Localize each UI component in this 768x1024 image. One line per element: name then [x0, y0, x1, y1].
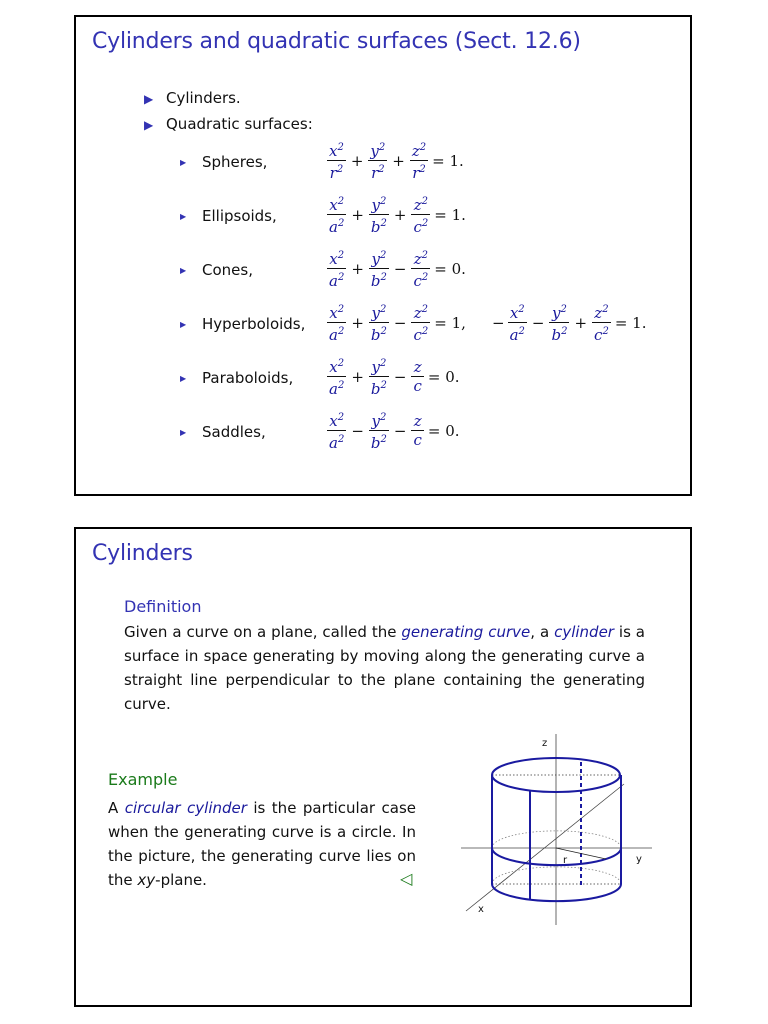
radius-label: r [563, 855, 568, 866]
bullet-triangle-icon: ▶ [144, 118, 154, 132]
subbullet-spheres: ▶ Spheres, [180, 153, 268, 171]
subbullet-saddles: ▶ Saddles, [180, 423, 266, 441]
bullet-triangle-icon: ▶ [180, 428, 187, 437]
bullet-triangle-icon: ▶ [180, 158, 187, 167]
equation-ellipsoid: $\frac{x^2}{a^2}$ + $\frac{y^2}{b^2}$ + $\frac{z^2}{c^2}$ = 1. [326, 193, 466, 236]
frame-title: Cylinders [92, 541, 193, 566]
middle-back-arc [492, 831, 621, 848]
x-axis [466, 784, 624, 911]
bullet-quadratic-surfaces: ▶ Quadratic surfaces: [144, 115, 313, 133]
subbullet-cones: ▶ Cones, [180, 261, 253, 279]
subbullet-paraboloids: ▶ Paraboloids, [180, 369, 294, 387]
definition-text: Given a curve on a plane, called the generating curve, a cylinder is a surface in space generating by moving along the generating curve a straight line perpendicular to the plane containing the generating curve. [124, 623, 646, 713]
y-axis-label: y [636, 854, 642, 865]
slide-cylinders [74, 527, 692, 1007]
bottom-back-arc [492, 867, 621, 884]
equation-cone: $\frac{x^2}{a^2}$ + $\frac{y^2}{b^2}$ − $\frac{z^2}{c^2}$ = 0. [326, 247, 466, 290]
definition-title: Definition [124, 597, 202, 616]
subbullet-ellipsoids: ▶ Ellipsoids, [180, 207, 277, 225]
equation-saddle: $\frac{x^2}{a^2}$ − $\frac{y^2}{b^2}$ − $\frac{z}{c}$ = 0. [326, 409, 460, 452]
frame-title: Cylinders and quadratic surfaces (Sect. 12.6) [92, 29, 581, 54]
slide-quadratic-surfaces [74, 15, 692, 496]
equation-paraboloid: $\frac{x^2}{a^2}$ + $\frac{y^2}{b^2}$ − $\frac{z}{c}$ = 0. [326, 355, 460, 398]
equation-sphere: $\frac{x^2}{r^2}$ + $\frac{y^2}{r^2}$ + $\frac{z^2}{r^2}$ = 1. [326, 139, 464, 182]
equation-hyperboloid-one-sheet: $\frac{x^2}{a^2}$ + $\frac{y^2}{b^2}$ − $\frac{z^2}{c^2}$ = 1, [326, 301, 466, 344]
bullet-triangle-icon: ▶ [180, 320, 187, 329]
qed-triangle-icon: ◁ [400, 869, 413, 888]
bottom-front-arc [492, 884, 621, 901]
generating-curve [492, 848, 621, 865]
z-axis-label: z [542, 738, 548, 749]
bullet-triangle-icon: ▶ [180, 374, 187, 383]
example-title: Example [108, 770, 178, 789]
subbullet-hyperboloids: ▶ Hyperboloids, [180, 315, 306, 333]
circular-cylinder-figure [458, 729, 658, 929]
bullet-triangle-icon: ▶ [144, 92, 154, 106]
bullet-triangle-icon: ▶ [180, 266, 187, 275]
equation-hyperboloid-two-sheets: − $\frac{x^2}{a^2}$ − $\frac{y^2}{b^2}$ + $\frac{z^2}{c^2}$ = 1. [492, 301, 646, 344]
example-text: A circular cylinder is the particular case when the generating curve is a circle. In the picture, the generating curve lies on the xy-plane. [108, 799, 417, 889]
bullet-cylinders: ▶ Cylinders. [144, 89, 241, 107]
x-axis-label: x [478, 904, 484, 915]
bullet-triangle-icon: ▶ [180, 212, 187, 221]
